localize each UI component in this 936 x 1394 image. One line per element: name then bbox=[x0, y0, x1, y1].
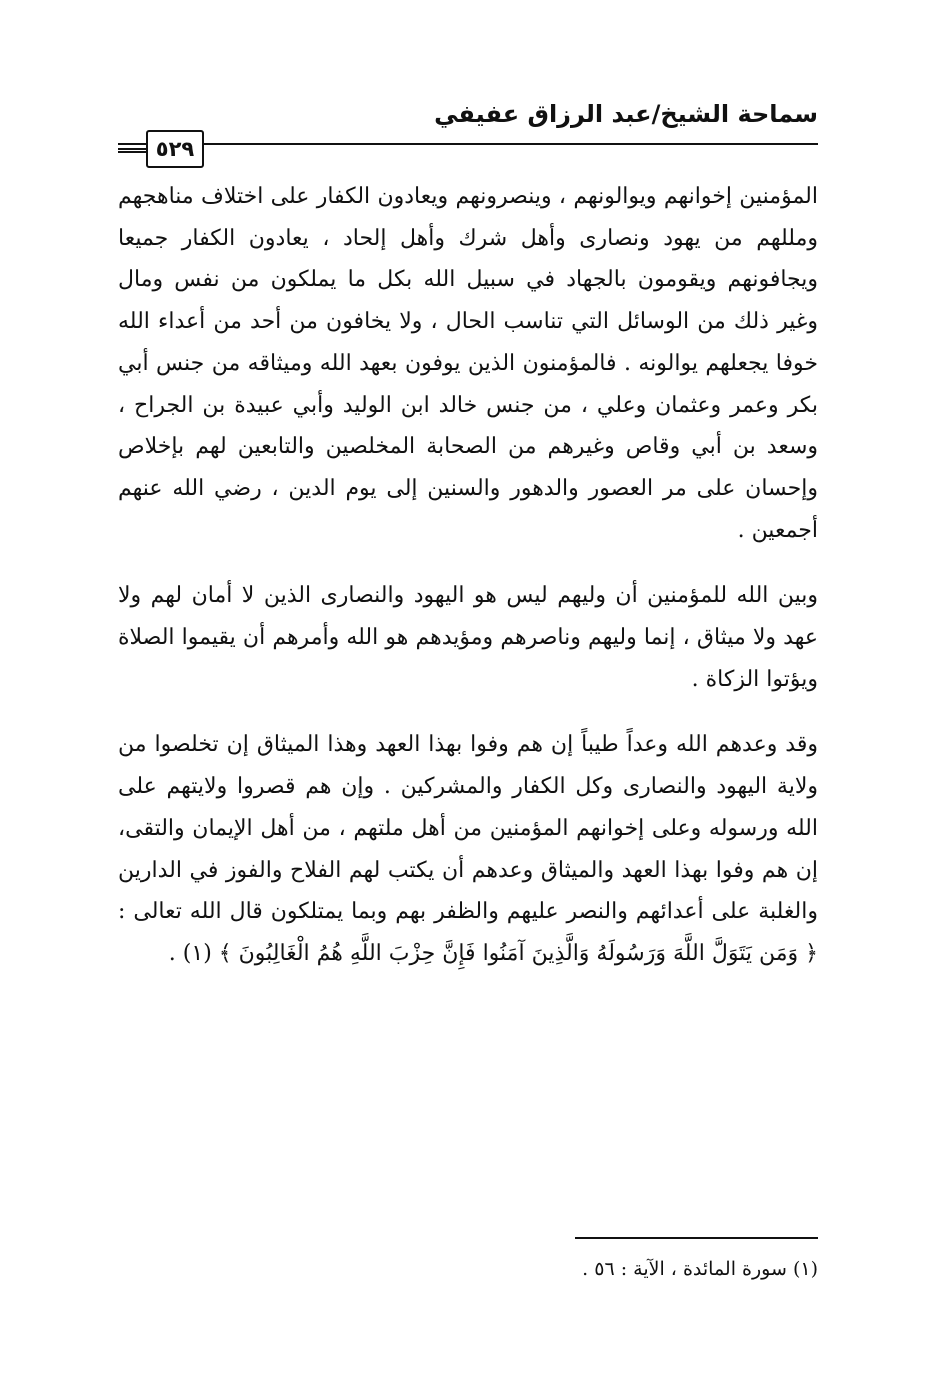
body-text bbox=[118, 176, 818, 999]
footnote: (١) سورة المائدة ، الآية : ٥٦ . bbox=[582, 1258, 818, 1280]
page-number: ٥٢٩ bbox=[146, 130, 204, 168]
header-rule bbox=[118, 143, 818, 145]
paragraph-3: وقد وعدهم الله وعداً طيباً إن هم وفوا بهذا العهد وهذا الميثاق إن تخلصوا من ولاية اليهود والنصارى وكل الكفار والمشركين . وإن هم قصروا ولايتهم على الله ورسوله وعلى إخوانهم المؤمنين من أهل ملتهم ، من أهل الإيمان والتقى، إن هم وفوا بهذا العهد والميثاق وعدهم أن يكتب لهم الفلاح والفوز في الدارين والغلبة على أعدائهم والنصر عليهم والظفر بهم وبما يمتلكون قال الله تعالى : ﴿ وَمَن يَتَوَلَّ اللَّهَ وَرَسُولَهُ وَالَّذِينَ آمَنُوا فَإِنَّ حِزْبَ اللَّهِ هُمُ الْغَالِبُونَ ﴾ (١) . bbox=[118, 732, 818, 966]
paragraph-1: المؤمنين إخوانهم ويوالونهم ، وينصرونهم ويعادون الكفار على اختلاف مناهجهم ومللهم من يهود ونصارى وأهل شرك وأهل إلحاد ، يعادون الكفار جميعا ويجافونهم ويقومون بالجهاد في سبيل الله بكل ما يملكون من نفس ومال وغير ذلك من الوسائل التي تناسب الحال ، ولا يخافون من أحد من أعداء الله خوفا يجعلهم يوالونه . فالمؤمنون الذين يوفون بعهد الله وميثاقه من جنس أبي بكر وعمر وعثمان وعلي ، من جنس خالد ابن الوليد وأبي عبيدة بن الجراح ، وسعد بن أبي وقاص وغيرهم من الصحابة المخلصين والتابعين لهم بإخلاص وإحسان على مر العصور والدهور والسنين إلى يوم الدين ، رضي الله عنهم أجمعين . bbox=[118, 184, 818, 543]
footnote-rule bbox=[575, 1237, 818, 1239]
running-title: سماحة الشيخ/عبد الرزاق عفيفي bbox=[434, 100, 818, 128]
header-rule-left bbox=[118, 148, 146, 153]
paragraph-2: وبين الله للمؤمنين أن وليهم ليس هو اليهود والنصارى الذين لا أمان لهم ولا عهد ولا ميثاق ، إنما وليهم وناصرهم ومؤيدهم هو الله وأمرهم أن يقيموا الصلاة ويؤتوا الزكاة . bbox=[118, 583, 818, 692]
